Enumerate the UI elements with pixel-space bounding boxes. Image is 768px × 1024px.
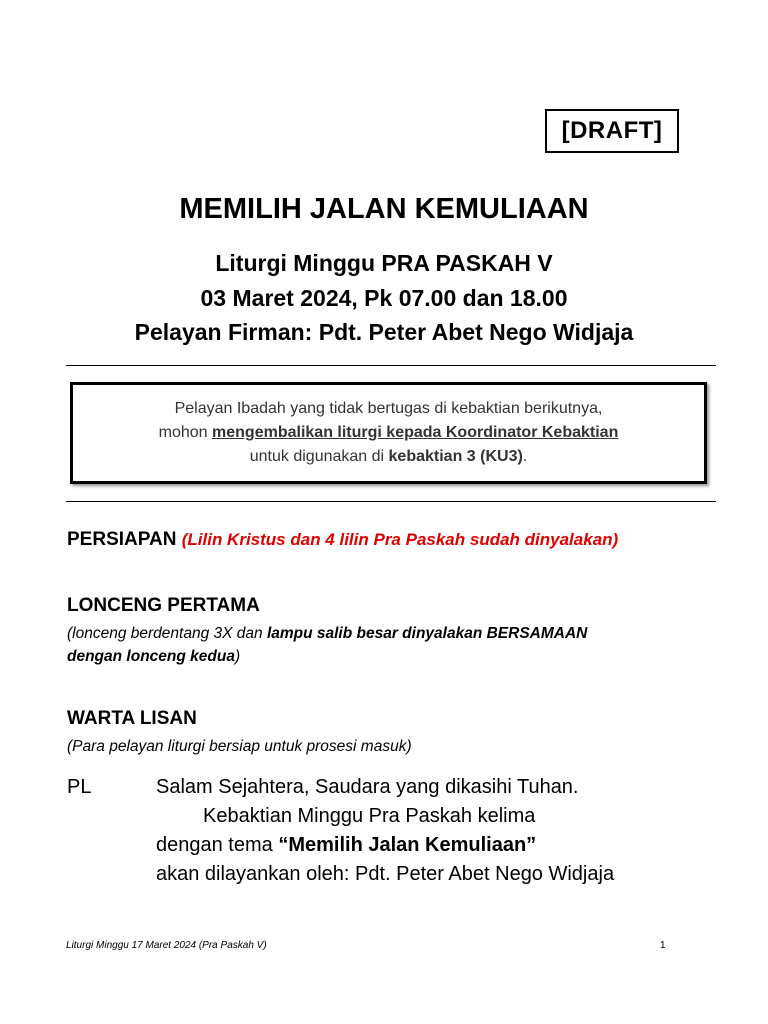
draft-stamp <box>545 109 679 153</box>
lonceng-note-emph: lampu salib besar dinyalakan BERSAMAAN <box>266 625 588 642</box>
warta-heading: WARTA LISAN <box>67 708 197 729</box>
notice-line3 <box>250 445 528 469</box>
divider-top <box>66 365 716 366</box>
pl-line1: Salam Sejahtera, Saudara yang dikasihi Tuhan. <box>156 776 579 798</box>
pl-line3 <box>156 834 536 857</box>
lonceng-heading: LONCENG PERTAMA <box>67 595 260 616</box>
notice-box <box>70 382 707 484</box>
notice-line3-suffix: . <box>522 448 528 465</box>
subtitle-date: 03 Maret 2024, Pk 07.00 dan 18.00 <box>200 285 568 311</box>
subtitle-liturgy: Liturgi Minggu PRA PASKAH V <box>215 250 553 276</box>
lonceng-note-prefix: (lonceng berdentang 3X dan <box>67 625 267 642</box>
draft-label: [DRAFT] <box>561 117 663 144</box>
pl-line4: akan dilayankan oleh: Pdt. Peter Abet Nego Widjaja <box>156 863 615 885</box>
lonceng-note-suffix: ) <box>234 648 241 665</box>
notice-line2-prefix: mohon <box>158 424 213 441</box>
warta-note: (Para pelayan liturgi bersiap untuk prosesi masuk) <box>67 738 412 755</box>
pl-line3-prefix: dengan tema <box>156 834 279 856</box>
subtitle-preacher: Pelayan Firman: Pdt. Peter Abet Nego Widjaja <box>134 319 634 345</box>
pl-line3-emph: “Memilih Jalan Kemuliaan” <box>278 834 537 856</box>
pl-line2: Kebaktian Minggu Pra Paskah kelima <box>203 805 536 827</box>
persiapan-note: (Lilin Kristus dan 4 lilin Pra Paskah sudah dinyalakan) <box>181 530 619 549</box>
notice-line2 <box>159 421 619 445</box>
notice-line3-prefix: untuk digunakan di <box>249 448 389 465</box>
notice-line3-emph: kebaktian 3 (KU3) <box>388 448 523 465</box>
lonceng-note-emph2: dengan lonceng kedua <box>67 648 235 665</box>
footer-text: Liturgi Minggu 17 Maret 2024 (Pra Paskah V) <box>66 940 267 951</box>
persiapan-heading: PERSIAPAN <box>67 529 177 550</box>
section-persiapan <box>67 529 618 551</box>
divider-bottom <box>66 501 716 502</box>
document-title: MEMILIH JALAN KEMULIAAN <box>179 193 589 225</box>
notice-line2-emph: mengembalikan liturgi kepada Koordinator Kebaktian <box>212 424 619 441</box>
page-number: 1 <box>660 940 666 951</box>
notice-line1: Pelayan Ibadah yang tidak bertugas di kebaktian berikutnya, <box>174 400 603 417</box>
lonceng-note <box>67 622 587 668</box>
speaker-label: PL <box>67 776 92 798</box>
